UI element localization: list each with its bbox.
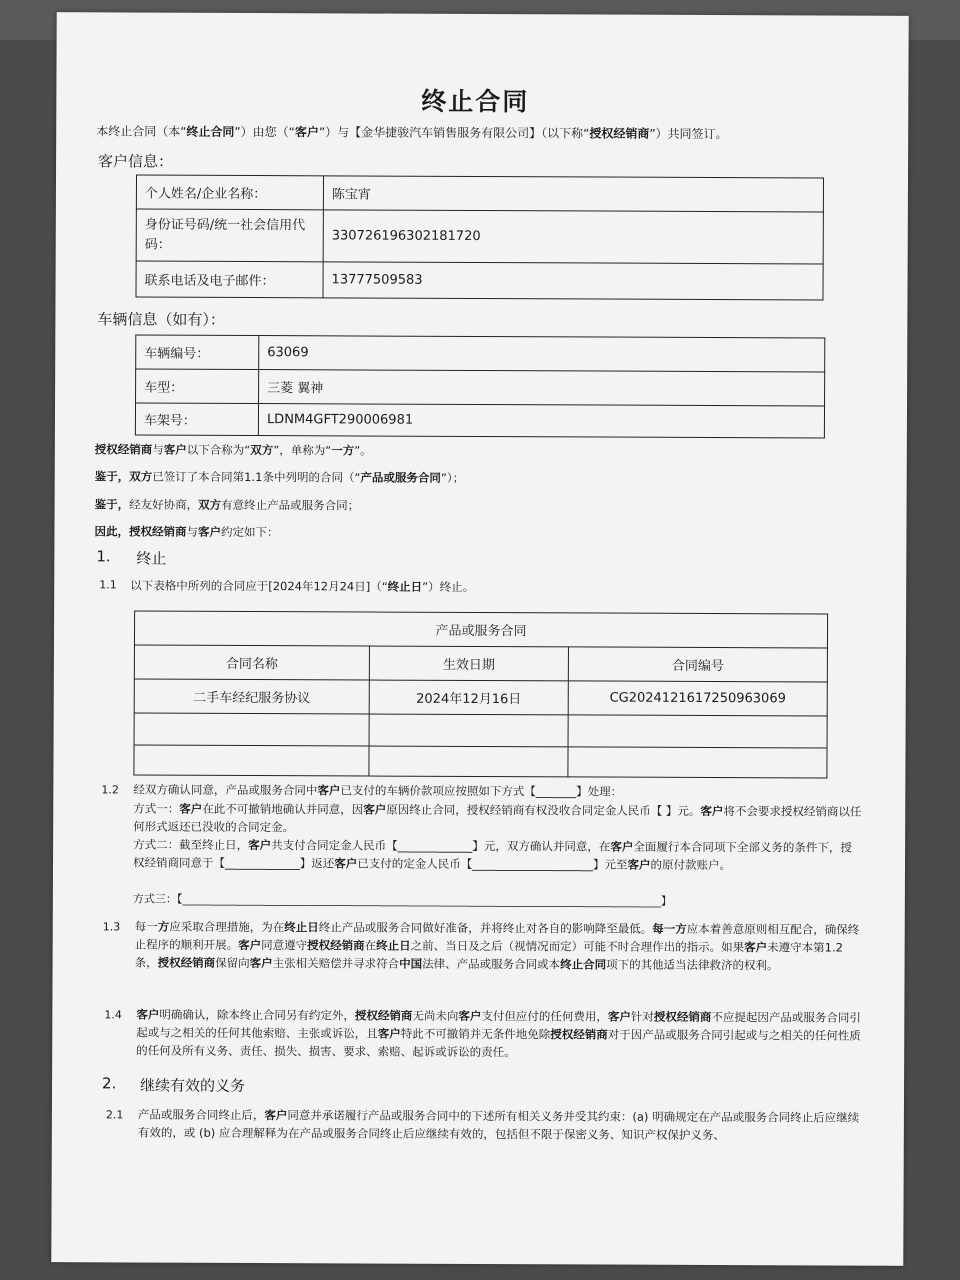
- vin-label: 车架号：: [135, 403, 258, 436]
- clause-1-4-number: 1.4: [104, 1008, 122, 1022]
- clause-1-4-text: 客户明确确认，除本终止合同另有约定外，授权经销商无尚未向客户支付但应付的任何费用，客户针对授权经销商不应提起因产品或服务合同引起或与之相关的任何其他索赔、主张或诉讼，且客户特此不可撤销并无条件地免除授权经销商对于因产品或服务合同引起或与之相关的任何性质的任何及所有义务、责任、损失、损害、要求、索赔、起诉或诉讼的责任。: [136, 1007, 861, 1060]
- vehicle-no: 63069: [259, 336, 825, 372]
- table-row: [136, 335, 825, 372]
- section-1-title: 终止: [136, 549, 167, 568]
- cell-contract-name: 二手车经纪服务协议: [134, 679, 369, 714]
- vehicle-model-label: 车型：: [136, 369, 259, 404]
- vin: LDNM4GFT290006981: [258, 404, 824, 438]
- table-row: [134, 679, 827, 716]
- header-effective-date: 生效日期: [369, 646, 568, 681]
- table-row: [134, 713, 827, 748]
- table-row: [135, 403, 824, 438]
- contract-table: [133, 610, 828, 778]
- customer-id: 330726196302181720: [323, 210, 823, 264]
- table-row: [136, 261, 823, 300]
- clause-1-3-number: 1.3: [102, 920, 121, 934]
- parties-paragraph: 授权经销商与客户以下合称为“双方”，单称为“一方”。: [94, 442, 372, 458]
- table-row: [136, 209, 823, 264]
- table-header-row: [134, 645, 827, 682]
- whereas-paragraph-2: 鉴于，经友好协商，双方有意终止产品或服务合同；: [94, 497, 360, 513]
- customer-phone: 13777509583: [323, 262, 823, 300]
- vehicle-no-label: 车辆编号：: [136, 335, 259, 370]
- clause-2-1-number: 2.1: [105, 1108, 124, 1122]
- clause-1-2-intro: 经双方确认同意，产品或服务合同中客户已支付的车辆价款项应按照如下方式【_______】处理：: [133, 782, 623, 799]
- clause-1-1-text: 以下表格中所列的合同应于[2024年12月24日]（“终止日”）终止。: [130, 578, 475, 594]
- id-label: 身份证号码/统一社会信用代码：: [136, 209, 323, 262]
- section-2-number: 2.: [102, 1074, 117, 1093]
- vehicle-info-table: [135, 334, 825, 438]
- table-row: [136, 175, 823, 212]
- therefore-paragraph: 因此，授权经销商与客户约定如下：: [94, 524, 279, 540]
- clause-1-2-number: 1.2: [101, 783, 119, 797]
- clause-1-3-text: 每一方应采取合理措施，为在终止日终止产品或服务合同做好准备，并将终止对各自的影响降至最低。每一方应本着善意原则相互配合，确保终止程序的顺利开展。客户同意遵守授权经销商在终止日之前、当日及之后（视情况而定）可能不时合理作出的指示。如果客户未遵守本第1.2条，授权经销商保留向客户主张相关赔偿并寻求符合中国法律、产品或服务合同或本终止合同项下的其他适当法律救济的权利。: [134, 919, 860, 973]
- header-contract-name: 合同名称: [134, 645, 369, 680]
- cell-effective-date: 2024年12月16日: [369, 680, 568, 715]
- vehicle-model: 三菱 翼神: [259, 370, 825, 406]
- customer-name: 陈宝宵: [323, 176, 823, 212]
- vehicle-info-heading: 车辆信息（如有）：: [97, 310, 225, 329]
- customer-info-table: [135, 174, 824, 300]
- intro-paragraph: 本终止合同（本“终止合同”）由您（“客户”）与【金华捷骏汽车销售服务有限公司】（以下称“授权经销商”）共同签订。: [96, 124, 728, 142]
- header-contract-number: 合同编号: [568, 647, 827, 682]
- clause-1-2-method-2: 方式二：截至终止日，客户共支付合同定金人民币【_____________】元，双方确认并同意，在客户全面履行本合同项下全部义务的条件下，授权经销商同意于【_____________】返还客户已支付的定金人民币【_____________________】元至客户的原付款账户。: [132, 837, 852, 873]
- contract-table-caption: 产品或服务合同: [134, 611, 827, 648]
- cell-empty: [568, 715, 827, 748]
- cell-empty: [369, 714, 568, 747]
- customer-info-heading: 客户信息：: [98, 152, 174, 171]
- clause-1-2-method-3: 方式三：【_______________________________________________________________________________________】: [132, 892, 672, 908]
- table-row: [134, 611, 827, 648]
- cell-empty: [134, 713, 369, 746]
- clause-2-1-text: 产品或服务合同终止后，客户同意并承诺履行产品或服务合同中的下述所有相关义务并受其约束：(a) 明确规定在产品或服务合同终止后应继续有效的，或 (b) 应合理解释为在产品或服务合同终止后应继续有效的，包括但不限于保密义务、知识产权保护义务、: [137, 1107, 860, 1143]
- name-label: 个人姓名/企业名称：: [136, 175, 323, 210]
- whereas-paragraph-1: 鉴于，双方已签订了本合同第1.1条中列明的合同（“产品或服务合同”）；: [94, 469, 465, 485]
- clause-1-2-method-1: 方式一：客户在此不可撤销地确认并同意，因客户原因终止合同，授权经销商有权没收合同定金人民币【 】元。客户将不会要求授权经销商以任何形式返还已没收的合同定金。: [133, 801, 862, 835]
- document-title: 终止合同: [421, 86, 530, 117]
- cell-empty: [369, 746, 568, 777]
- section-1-number: 1.: [96, 547, 111, 566]
- table-row: [134, 745, 827, 778]
- phone-label: 联系电话及电子邮件：: [136, 261, 323, 298]
- section-2-title: 继续有效的义务: [140, 1076, 246, 1095]
- cell-empty: [568, 747, 827, 778]
- cell-contract-number: CG2024121617250963069: [568, 681, 827, 716]
- document-page: [51, 12, 908, 1266]
- cell-empty: [134, 745, 369, 776]
- table-row: [136, 369, 825, 406]
- clause-1-1-number: 1.1: [99, 578, 117, 592]
